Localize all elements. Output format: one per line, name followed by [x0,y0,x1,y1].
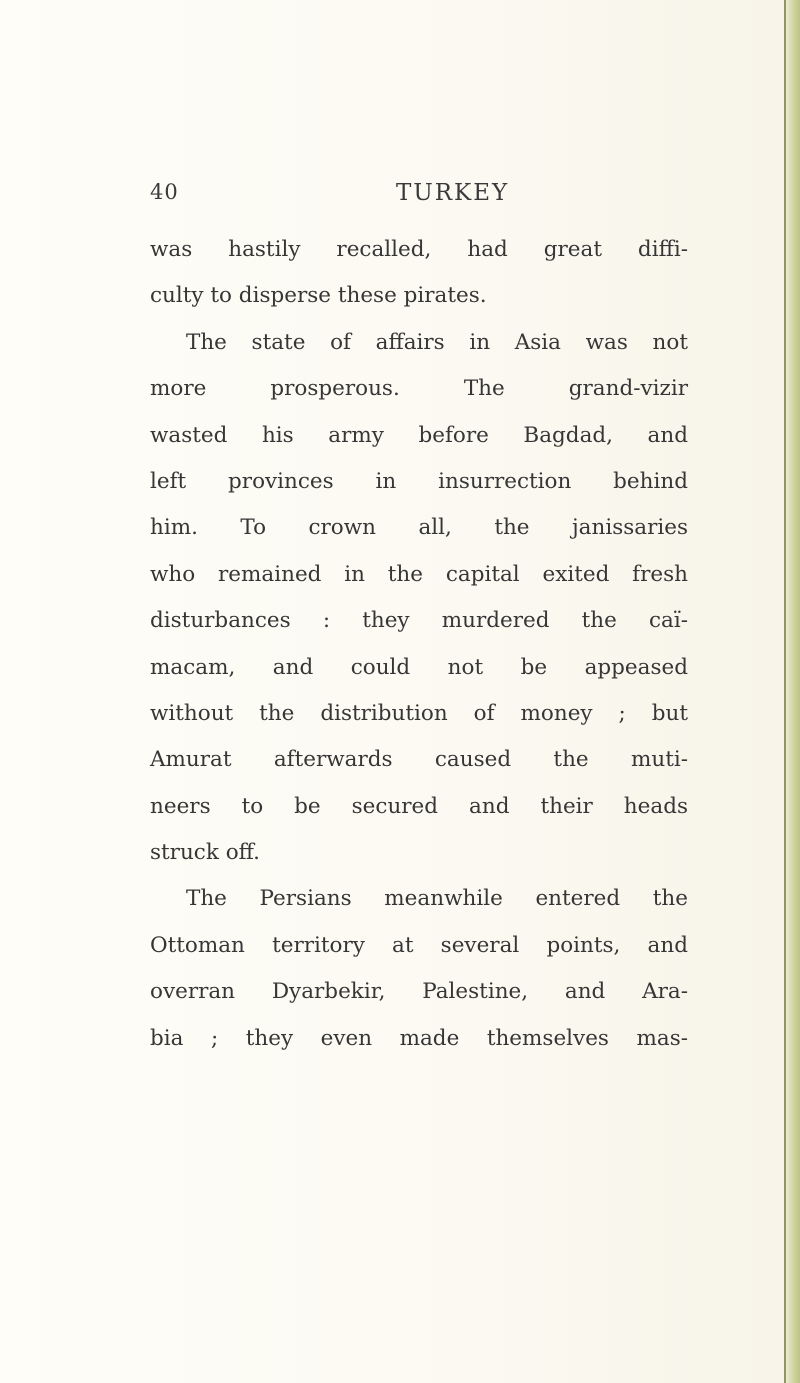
text-line: The state of affairs in Asia was not [186,329,688,355]
text-line: struck off. [150,840,260,866]
text-line: The Persians meanwhile entered the [186,886,688,912]
text-line: who remained in the capital exited fresh [150,561,688,587]
running-head [150,180,690,220]
text-line: overran Dyarbekir, Palestine, and Ara- [150,979,688,1005]
page-number: 40 [150,180,179,204]
page-edge [784,0,800,1383]
body-text [150,227,688,1062]
text-line: bia ; they even made themselves mas- [150,1025,688,1051]
text-line: culty to disperse these pirates. [150,283,487,309]
text-line: was hastily recalled, had great diffi- [150,237,688,262]
text-line: macam, and could not be appeased [150,654,688,680]
text-line: Amurat afterwards caused the muti- [150,747,688,773]
text-line: disturbances : they murdered the caï- [150,608,688,634]
text-line: without the distribution of money ; but [150,700,688,726]
running-title: TURKEY [396,180,510,206]
text-line: wasted his army before Bagdad, and [150,422,688,448]
text-line: left provinces in insurrection behind [150,468,688,494]
text-line: him. To crown all, the janissaries [150,515,688,541]
text-line: more prosperous. The grand-vizir [150,376,688,402]
text-line: neers to be secured and their heads [150,793,688,819]
text-line: Ottoman territory at several points, and [150,932,688,958]
